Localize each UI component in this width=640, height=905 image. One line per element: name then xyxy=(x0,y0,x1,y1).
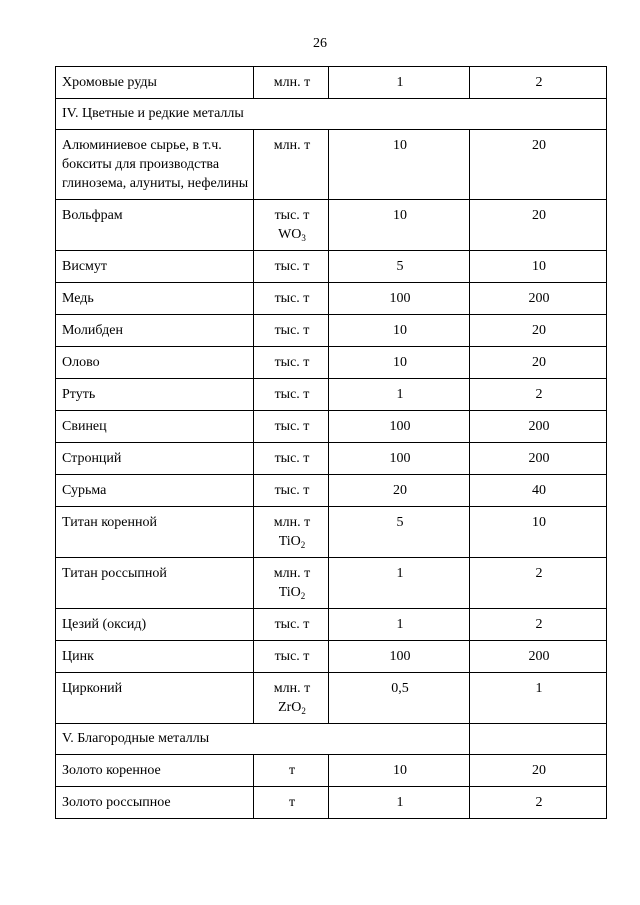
resource-name: Цезий (оксид) xyxy=(56,609,254,641)
resource-name: Сурьма xyxy=(56,475,254,507)
unit-cell xyxy=(254,67,329,99)
unit-cell xyxy=(254,641,329,673)
unit-label: тыс. т xyxy=(274,649,310,664)
table-body xyxy=(56,67,607,819)
unit-formula xyxy=(260,698,324,717)
table-row xyxy=(56,251,607,283)
table-row xyxy=(56,673,607,724)
value-column-2: 200 xyxy=(470,411,607,443)
unit-label: млн. т xyxy=(273,75,311,90)
table-row xyxy=(56,787,607,819)
unit-label: млн. т xyxy=(273,566,311,581)
resource-name: Золото россыпное xyxy=(56,787,254,819)
resource-name: Титан коренной xyxy=(56,507,254,558)
resource-name: Цирконий xyxy=(56,673,254,724)
value-column-2: 20 xyxy=(470,315,607,347)
unit-cell xyxy=(254,558,329,609)
resource-name: Молибден xyxy=(56,315,254,347)
unit-formula xyxy=(260,532,324,551)
unit-formula-index: 2 xyxy=(300,591,306,601)
value-column-1: 1 xyxy=(329,67,470,99)
value-column-2: 20 xyxy=(470,200,607,251)
resource-name: Висмут xyxy=(56,251,254,283)
resource-name: Ртуть xyxy=(56,379,254,411)
table-row xyxy=(56,475,607,507)
table-row xyxy=(56,609,607,641)
table-row xyxy=(56,443,607,475)
value-column-2: 10 xyxy=(470,507,607,558)
unit-formula xyxy=(260,225,324,244)
value-column-2: 2 xyxy=(470,609,607,641)
unit-cell xyxy=(254,475,329,507)
unit-cell xyxy=(254,609,329,641)
unit-cell xyxy=(254,347,329,379)
value-column-1: 10 xyxy=(329,315,470,347)
section-row xyxy=(56,99,607,130)
table-row xyxy=(56,347,607,379)
table-row xyxy=(56,379,607,411)
resource-name: Медь xyxy=(56,283,254,315)
table-row xyxy=(56,641,607,673)
value-column-2: 200 xyxy=(470,443,607,475)
value-column-1: 1 xyxy=(329,379,470,411)
table-row xyxy=(56,130,607,200)
unit-formula-index: 2 xyxy=(300,540,306,550)
unit-cell xyxy=(254,411,329,443)
value-column-1: 100 xyxy=(329,641,470,673)
value-column-1: 1 xyxy=(329,558,470,609)
table-row xyxy=(56,67,607,99)
unit-label: тыс. т xyxy=(274,451,310,466)
value-column-1: 1 xyxy=(329,787,470,819)
unit-label: тыс. т xyxy=(274,291,310,306)
unit-label: млн. т xyxy=(273,681,311,696)
value-column-1: 10 xyxy=(329,200,470,251)
unit-label: млн. т xyxy=(273,138,311,153)
resource-name: Алюминиевое сырье, в т.ч. бокситы для производства глинозема, алуниты, нефелины xyxy=(56,130,254,200)
unit-label: тыс. т xyxy=(274,387,310,402)
table-row xyxy=(56,315,607,347)
value-column-2: 2 xyxy=(470,379,607,411)
unit-label: тыс. т xyxy=(274,323,310,338)
unit-formula-index: 2 xyxy=(301,706,306,716)
unit-label: тыс. т xyxy=(274,483,310,498)
unit-label: тыс. т xyxy=(274,617,310,632)
value-column-2: 2 xyxy=(470,558,607,609)
section-title: V. Благородные металлы xyxy=(56,724,470,755)
value-column-2: 2 xyxy=(470,67,607,99)
value-column-2: 1 xyxy=(470,673,607,724)
value-column-1: 1 xyxy=(329,609,470,641)
unit-cell xyxy=(254,251,329,283)
value-column-2: 10 xyxy=(470,251,607,283)
resource-name: Свинец xyxy=(56,411,254,443)
resources-table xyxy=(55,66,607,819)
value-column-1: 5 xyxy=(329,251,470,283)
value-column-1: 10 xyxy=(329,347,470,379)
unit-label: тыс. т xyxy=(274,208,310,223)
page-number: 26 xyxy=(313,36,327,51)
table-row xyxy=(56,200,607,251)
value-column-1: 100 xyxy=(329,283,470,315)
value-column-1: 10 xyxy=(329,755,470,787)
unit-label: т xyxy=(288,795,296,810)
unit-cell xyxy=(254,673,329,724)
empty-cell xyxy=(470,724,607,755)
unit-cell xyxy=(254,787,329,819)
resource-name: Золото коренное xyxy=(56,755,254,787)
value-column-2: 20 xyxy=(470,347,607,379)
unit-formula xyxy=(260,583,324,602)
unit-cell xyxy=(254,315,329,347)
resource-name: Хромовые руды xyxy=(56,67,254,99)
unit-label: т xyxy=(288,763,296,778)
unit-cell xyxy=(254,130,329,200)
unit-label: тыс. т xyxy=(274,355,310,370)
unit-formula-base: WO xyxy=(278,227,302,242)
unit-cell xyxy=(254,283,329,315)
unit-formula-index: 3 xyxy=(301,233,306,243)
value-column-2: 200 xyxy=(470,283,607,315)
resource-name: Вольфрам xyxy=(56,200,254,251)
resource-name: Цинк xyxy=(56,641,254,673)
unit-formula-base: TiO xyxy=(278,534,301,549)
resource-name: Олово xyxy=(56,347,254,379)
value-column-2: 20 xyxy=(470,130,607,200)
value-column-1: 20 xyxy=(329,475,470,507)
value-column-1: 5 xyxy=(329,507,470,558)
unit-cell xyxy=(254,507,329,558)
table-row xyxy=(56,283,607,315)
table-row xyxy=(56,411,607,443)
value-column-1: 100 xyxy=(329,443,470,475)
value-column-2: 2 xyxy=(470,787,607,819)
value-column-1: 10 xyxy=(329,130,470,200)
unit-formula-base: TiO xyxy=(278,585,301,600)
value-column-2: 200 xyxy=(470,641,607,673)
unit-label: тыс. т xyxy=(274,259,310,274)
table-row xyxy=(56,755,607,787)
value-column-1: 100 xyxy=(329,411,470,443)
unit-label: тыс. т xyxy=(274,419,310,434)
value-column-1: 0,5 xyxy=(329,673,470,724)
table-row xyxy=(56,507,607,558)
section-title: IV. Цветные и редкие металлы xyxy=(56,99,607,130)
unit-formula-base: ZrO xyxy=(278,700,302,715)
unit-cell xyxy=(254,755,329,787)
unit-label: млн. т xyxy=(273,515,311,530)
unit-cell xyxy=(254,379,329,411)
resource-name: Стронций xyxy=(56,443,254,475)
unit-cell xyxy=(254,200,329,251)
resource-name: Титан россыпной xyxy=(56,558,254,609)
value-column-2: 40 xyxy=(470,475,607,507)
value-column-2: 20 xyxy=(470,755,607,787)
section-row xyxy=(56,724,607,755)
table-row xyxy=(56,558,607,609)
unit-cell xyxy=(254,443,329,475)
